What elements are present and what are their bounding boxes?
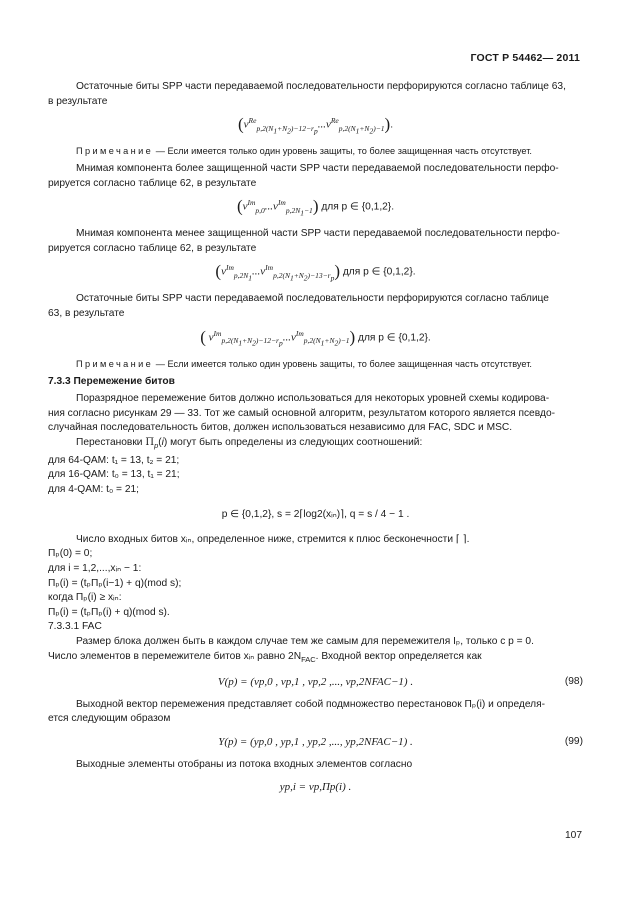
- equation-number-99: (99): [564, 736, 583, 748]
- section-heading-7331: 7.3.3.1 FAC: [48, 621, 102, 633]
- paragraph-interleaving-1: Поразрядное перемежение битов должно использоваться для некоторых уровней схемы кодирова-: [76, 393, 550, 405]
- formula-im-less: $(v^{Im}_{p,2N_1}...v^{Im}_{p,2(N_1+N_2)-13-r_p})$ для p ∈ {0,1,2}.: [215, 262, 416, 283]
- line-when-condition: когда Πₚ(i) ≥ xᵢₙ:: [48, 592, 122, 604]
- line-16qam: для 16-QAM: t₀ = 13, t₁ = 21;: [48, 469, 180, 481]
- paragraph-interleaving-3: случайная последовательность битов, должен использоваться независимо для FAC, SDC и MSC.: [48, 422, 513, 434]
- paragraph-input-bits: Число входных битов xᵢₙ, определенное ниже, стремится к плюс бесконечности ⌈ ⌉.: [76, 533, 470, 545]
- line-pi-correction: Πₚ(i) = (tₚΠₚ(i) + q)(mod s).: [48, 606, 170, 618]
- paragraph-fac-elements: Число элементов в перемежителе битов xᵢₙ равно $2N_{FAC}$. Входной вектор определяется как: [48, 650, 482, 664]
- formula-s-q: p ∈ {0,1,2}, s = 2⌈log2(xᵢₙ)⌉, q = s / 4 − 1 .: [221, 509, 410, 521]
- equation-98: V(p) = (vp,0 , vp,1 , vp,2 ,..., vp,2NFAC−1) . (98): [217, 676, 583, 689]
- paragraph-output-elements: Выходные элементы отобраны из потока входных элементов согласно: [76, 758, 413, 770]
- equation-99: Y(p) = (yp,0 , yp,1 , yp,2 ,..., yp,2NFAC−1) . (99): [218, 736, 583, 749]
- page-body: [48, 80, 583, 803]
- line-pi-recursion: Πₚ(i) = (tₚΠₚ(i−1) + q)(mod s);: [48, 577, 182, 589]
- paragraph-im-more-protected: Мнимая компонента более защищенной части SPP части передаваемой последовательности перфо-: [76, 163, 559, 175]
- section-heading-733: 7.3.3 Перемежение битов: [48, 375, 175, 387]
- formula-residual-re: $(v^{Re}_{p,2(N_1+N_2)-12-r_p}...v^{Re}_{p,2(N_1+N_2)-1})$.: [237, 114, 394, 136]
- paragraph-output-vector-cont: ется следующим образом: [48, 713, 171, 725]
- paragraph-residual-im-cont: 63, в результате: [48, 307, 125, 319]
- note-1: Примечание — Если имеется только один уровень защиты, то более защищенная часть отсутствует.: [76, 146, 532, 157]
- line-64qam: для 64-QAM: t₁ = 13, t₂ = 21;: [48, 454, 180, 466]
- equation-selection: yp,i = vp,Πp(i) .: [279, 781, 352, 794]
- paragraph-im-more-protected-cont: рируется согласно таблице 62, в результате: [48, 177, 257, 189]
- page-number: 107: [565, 830, 582, 841]
- paragraph-permutations: Перестановки $\Pi_p(i)$ могут быть определены из следующих соотношений:: [76, 436, 423, 450]
- paragraph-residual-bits-cont: в результате: [48, 95, 108, 107]
- paragraph-im-less-protected-cont: рируется согласно таблице 62, в результате: [48, 242, 257, 254]
- standard-header: ГОСТ Р 54462— 2011: [470, 52, 580, 64]
- paragraph-output-vector: Выходной вектор перемежения представляет собой подмножество перестановок Πₚ(i) и определя-: [76, 698, 546, 710]
- note-2: Примечание — Если имеется только один уровень защиты, то более защищенная часть отсутствует.: [76, 358, 532, 369]
- paragraph-fac-block-size: Размер блока должен быть в каждом случае тем же самым для перемежителя Iₚ, только с p = 0.: [76, 636, 534, 648]
- formula-im-more: $(v^{Im}_{p,0}...v^{Im}_{p,2N_1-1})$ для p ∈ {0,1,2}.: [236, 196, 395, 218]
- line-for-i: для i = 1,2,...,xᵢₙ − 1:: [48, 563, 142, 575]
- line-pi-zero: Πₚ(0) = 0;: [48, 548, 93, 560]
- paragraph-residual-im: Остаточные биты SPP части передаваемой последовательности перфорируются согласно таблице: [76, 293, 549, 305]
- paragraph-im-less-protected: Мнимая компонента менее защищенной части SPP части передаваемой последовательности перфо-: [76, 228, 560, 240]
- formula-residual-im: ( $v^{Im}_{p,2(N_1+N_2)-12-r_p}...v^{Im}_{p,2(N_1+N_2)-1}$) для p ∈ {0,1,2}.: [200, 327, 431, 348]
- equation-number-98: (98): [564, 676, 583, 688]
- paragraph-interleaving-2: ния согласно рисункам 29 — 33. Тот же самый основной алгоритм, результатом которого является псевдо-: [48, 407, 556, 419]
- line-4qam: для 4-QAM: t₀ = 21;: [48, 483, 139, 495]
- paragraph-residual-bits: Остаточные биты SPP части передаваемой последовательности перфорируются согласно таблице 63,: [76, 81, 566, 92]
